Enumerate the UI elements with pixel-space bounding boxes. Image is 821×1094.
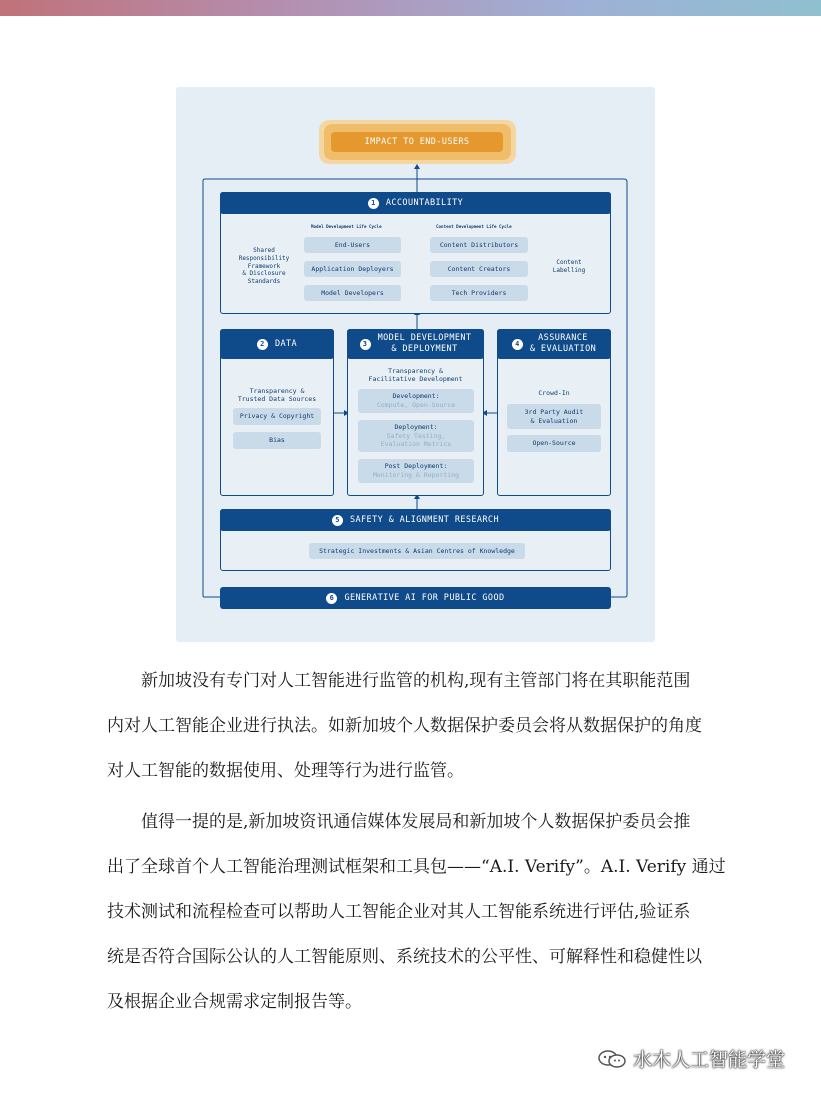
data-header <box>220 329 334 359</box>
application-deployers-pill: Application Deployers <box>304 261 401 277</box>
content-labelling-label: Content Labelling <box>552 259 586 274</box>
paragraph-1-line-1: 新加坡没有专门对人工智能进行监管的机构,现有主管部门将在其职能范围 <box>141 671 691 691</box>
open-source-pill: Open-Source <box>507 435 601 452</box>
paragraph-2-line-3: 技术测试和流程检查可以帮助人工智能企业对其人工智能系统进行评估,验证系 <box>107 902 691 922</box>
model-development-title: MODEL DEVELOPMENT & DEPLOYMENT <box>377 333 472 354</box>
accountability-header <box>220 192 611 214</box>
paragraph-1 <box>107 664 729 788</box>
paragraph-2-line-1: 值得一提的是,新加坡资讯通信媒体发展局和新加坡个人数据保护委员会推 <box>141 812 691 832</box>
assurance-header <box>497 329 611 359</box>
accountability-number: 1 <box>368 198 379 209</box>
strategic-investments-pill: Strategic Investments & Asian Centres of Knowledge <box>309 543 525 559</box>
shared-responsibility-label: Shared Responsibility Framework & Disclosure Standards <box>238 247 290 286</box>
paragraph-1-line-2: 内对人工智能企业进行执法。如新加坡个人数据保护委员会将从数据保护的角度 <box>107 716 702 736</box>
data-label: Transparency & Trusted Data Sources <box>237 387 317 404</box>
deployment-title: Deployment: <box>394 422 438 431</box>
model-developers-pill: Model Developers <box>304 285 401 301</box>
post-deployment-sub: Monitoring & Reporting <box>372 471 460 479</box>
public-good-number: 6 <box>326 593 337 604</box>
watermark-text: 水木人工智能学堂 <box>633 1049 786 1071</box>
content-creators-pill: Content Creators <box>430 261 528 277</box>
paragraph-2-line-5: 及根据企业合规需求定制报告等。 <box>107 992 362 1012</box>
content-distributors-pill: Content Distributors <box>430 237 528 253</box>
content-lifecycle-title: Content Development Life Cycle <box>436 224 512 229</box>
assurance-number: 4 <box>512 339 523 350</box>
safety-number: 5 <box>332 515 343 526</box>
development-pill <box>358 389 474 413</box>
accountability-title: ACCOUNTABILITY <box>385 198 464 208</box>
privacy-copyright-pill: Privacy & Copyright <box>233 408 321 425</box>
crowd-in-label: Crowd-In <box>538 389 570 397</box>
safety-title: SAFETY & ALIGNMENT RESEARCH <box>350 515 499 525</box>
model-development-header <box>347 329 484 359</box>
paragraph-1-line-3: 对人工智能的数据使用、处理等行为进行监管。 <box>107 761 464 781</box>
data-title: DATA <box>274 339 298 349</box>
public-good-title: GENERATIVE AI FOR PUBLIC GOOD <box>344 593 505 603</box>
wechat-icon <box>597 1049 627 1069</box>
top-decorative-bar <box>0 0 821 16</box>
paragraph-2-line-4: 统是否符合国际公认的人工智能原则、系统技术的公平性、可解释性和稳健性以 <box>107 947 702 967</box>
watermark <box>597 1045 785 1072</box>
deployment-sub: Safety Testing, Evaluation Metrics <box>380 431 452 449</box>
data-number: 2 <box>257 339 268 350</box>
end-users-pill: End-Users <box>304 237 401 253</box>
development-title: Development: <box>392 392 440 401</box>
third-party-audit-pill: 3rd Party Audit & Evaluation <box>507 404 601 429</box>
deployment-pill <box>358 420 474 452</box>
assurance-title: ASSURANCE & EVALUATION <box>529 333 597 354</box>
paragraph-2-line-2: 出了全球首个人工智能治理测试框架和工具包——“A.I. Verify”。A.I. Verify 通过 <box>107 857 726 877</box>
development-sub: Compute, Open-Source <box>376 401 456 409</box>
bias-pill: Bias <box>233 432 321 449</box>
governance-framework-figure <box>176 87 655 642</box>
paragraph-2 <box>107 805 729 1019</box>
model-development-label: Transparency & Facilitative Development <box>368 367 463 384</box>
safety-header <box>220 509 611 531</box>
impact-to-end-users: IMPACT TO END-USERS <box>331 132 503 152</box>
public-good-header <box>220 587 611 609</box>
post-deployment-pill <box>358 459 474 483</box>
post-deployment-title: Post Deployment: <box>384 462 448 471</box>
model-lifecycle-title: Model Development Life Cycle <box>311 224 382 229</box>
model-development-number: 3 <box>360 339 371 350</box>
tech-providers-pill: Tech Providers <box>430 285 528 301</box>
